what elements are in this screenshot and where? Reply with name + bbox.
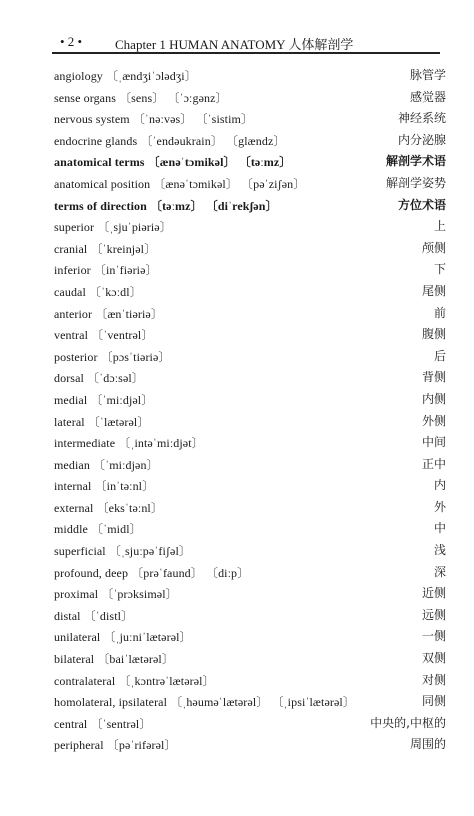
- entry-term: superior 〔ˌsjuˈpiəriə〕: [54, 220, 172, 235]
- entry-translation: 解剖学姿势: [385, 175, 446, 190]
- entry-translation: 方位术语: [397, 197, 446, 212]
- entry-term: unilateral 〔ˌjuːniˈlætərəl〕: [54, 630, 192, 645]
- entry-term: central 〔ˈsentrəl〕: [54, 716, 152, 731]
- glossary-entry: [0, 388, 474, 410]
- glossary-entry: [0, 150, 474, 172]
- entry-translation: 对侧: [421, 672, 446, 687]
- glossary-entry: [0, 539, 474, 561]
- header-rule: [52, 52, 440, 54]
- entry-translation: 内分泌腺: [397, 132, 446, 147]
- entry-term: internal 〔inˈtəːnl〕: [54, 479, 155, 494]
- entry-translation: 解剖学术语: [385, 154, 446, 169]
- entry-term: lateral 〔ˈlætərəl〕: [54, 414, 150, 429]
- glossary-entry: [0, 280, 474, 302]
- entry-translation: 脉管学: [409, 68, 446, 82]
- glossary-entry: [0, 431, 474, 453]
- entry-translation: 深: [433, 564, 446, 579]
- entry-translation: 背侧: [421, 370, 446, 385]
- entry-term: peripheral 〔pəˈrifərəl〕: [54, 738, 177, 753]
- entry-translation: 尾侧: [421, 283, 446, 298]
- entry-translation: 下: [433, 262, 446, 277]
- entry-term: cranial 〔ˈkreinjəl〕: [54, 241, 157, 256]
- entry-translation: 正中: [421, 456, 446, 471]
- entry-translation: 内侧: [421, 391, 446, 406]
- glossary-entry: [0, 474, 474, 496]
- entry-term: inferior 〔inˈfiəriə〕: [54, 263, 158, 278]
- entry-term: homolateral, ipsilateral 〔ˌhəuməˈlætərəl〕 〔ˌipsiˈlætərəl〕: [54, 695, 355, 710]
- entry-translation: 远侧: [421, 607, 446, 622]
- entry-translation: 中间: [421, 435, 446, 450]
- entry-translation: 感觉器: [409, 89, 446, 104]
- running-header: [60, 30, 440, 52]
- entry-term: ventral 〔ˈventrəl〕: [54, 328, 154, 343]
- entry-term: contralateral 〔ˌkɔntrəˈlætərəl〕: [54, 673, 215, 688]
- entry-term: medial 〔ˈmiːdjəl〕: [54, 392, 154, 407]
- entry-term: profound, deep 〔prəˈfaund〕 〔diːp〕: [54, 565, 250, 580]
- entry-translation: 外: [433, 499, 446, 514]
- entry-term: terms of direction 〔təːmz〕 〔diˈrekʃən〕: [54, 198, 278, 213]
- entry-term: intermediate 〔ˌintəˈmiːdjət〕: [54, 436, 204, 451]
- glossary-entry: [0, 733, 474, 755]
- entry-translation: 前: [433, 305, 446, 320]
- chapter-title: Chapter 1 HUMAN ANATOMY 人体解剖学: [115, 37, 354, 52]
- glossary-entry: [0, 582, 474, 604]
- entry-term: anterior 〔ænˈtiəriə〕: [54, 306, 163, 321]
- entry-translation: 一侧: [421, 629, 446, 644]
- glossary-entry: [0, 517, 474, 539]
- entry-term: anatomical terms 〔ænəˈtɔmikəl〕 〔təːmz〕: [54, 155, 292, 170]
- entry-term: middle 〔ˈmidl〕: [54, 522, 142, 537]
- entry-translation: 浅: [433, 543, 446, 558]
- glossary-entry: [0, 496, 474, 518]
- entry-term: external 〔eksˈtəːnl〕: [54, 500, 163, 515]
- entry-term: sense organs 〔sens〕 〔ˈɔːgənz〕: [54, 90, 228, 105]
- glossary-entry: [0, 453, 474, 475]
- glossary-entry: [0, 647, 474, 669]
- glossary-entry: [0, 172, 474, 194]
- glossary-entry: [0, 366, 474, 388]
- entry-translation: 同侧: [421, 694, 446, 709]
- entry-translation: 双侧: [421, 651, 446, 666]
- entry-term: nervous system 〔ˈnəːvəs〕 〔ˈsistim〕: [54, 112, 254, 127]
- entry-term: bilateral 〔baiˈlætərəl〕: [54, 652, 174, 667]
- glossary-entry: [0, 669, 474, 691]
- glossary-entry: [0, 237, 474, 259]
- glossary-entry: [0, 604, 474, 626]
- entry-translation: 中: [433, 521, 446, 536]
- glossary-entry: [0, 215, 474, 237]
- entry-translation: 中央的,中枢的: [370, 715, 446, 730]
- entry-translation: 上: [433, 219, 446, 234]
- page-number: • 2 •: [60, 34, 83, 49]
- glossary-entry: [0, 690, 474, 712]
- entry-term: caudal 〔ˈkɔːdl〕: [54, 284, 142, 299]
- entry-term: superficial 〔ˌsjuːpəˈfiʃəl〕: [54, 544, 191, 559]
- entry-translation: 近侧: [421, 586, 446, 601]
- entry-translation: 腹侧: [421, 327, 446, 342]
- glossary-entry: [0, 323, 474, 345]
- entry-term: angiology 〔ˌændʒiˈɔlədʒi〕: [54, 69, 197, 83]
- glossary-entry: [0, 194, 474, 216]
- entry-term: dorsal 〔ˈdɔːsəl〕: [54, 371, 144, 386]
- glossary-entry: [0, 302, 474, 324]
- entry-term: anatomical position 〔ænəˈtɔmikəl〕 〔pəˈziʃən〕: [54, 176, 306, 191]
- glossary-list: [0, 64, 474, 755]
- glossary-entry: [0, 86, 474, 108]
- entry-translation: 内: [433, 478, 446, 493]
- entry-term: endocrine glands 〔ˈendəukrain〕 〔glændz〕: [54, 133, 286, 148]
- glossary-entry: [0, 712, 474, 734]
- entry-term: distal 〔ˈdistl〕: [54, 608, 134, 623]
- entry-term: proximal 〔ˈprɔksiməl〕: [54, 587, 178, 602]
- glossary-entry: [0, 625, 474, 647]
- glossary-entry: [0, 64, 474, 86]
- entry-translation: 外侧: [421, 413, 446, 428]
- glossary-entry: [0, 107, 474, 129]
- entry-translation: 周围的: [409, 737, 446, 752]
- entry-term: median 〔ˈmiːdjən〕: [54, 457, 159, 472]
- entry-translation: 神经系统: [397, 111, 446, 126]
- glossary-entry: [0, 258, 474, 280]
- entry-translation: 颅侧: [421, 240, 446, 255]
- entry-term: posterior 〔pɔsˈtiəriə〕: [54, 349, 171, 364]
- glossary-entry: [0, 129, 474, 151]
- glossary-entry: [0, 561, 474, 583]
- glossary-entry: [0, 345, 474, 367]
- glossary-entry: [0, 410, 474, 432]
- entry-translation: 后: [433, 348, 446, 363]
